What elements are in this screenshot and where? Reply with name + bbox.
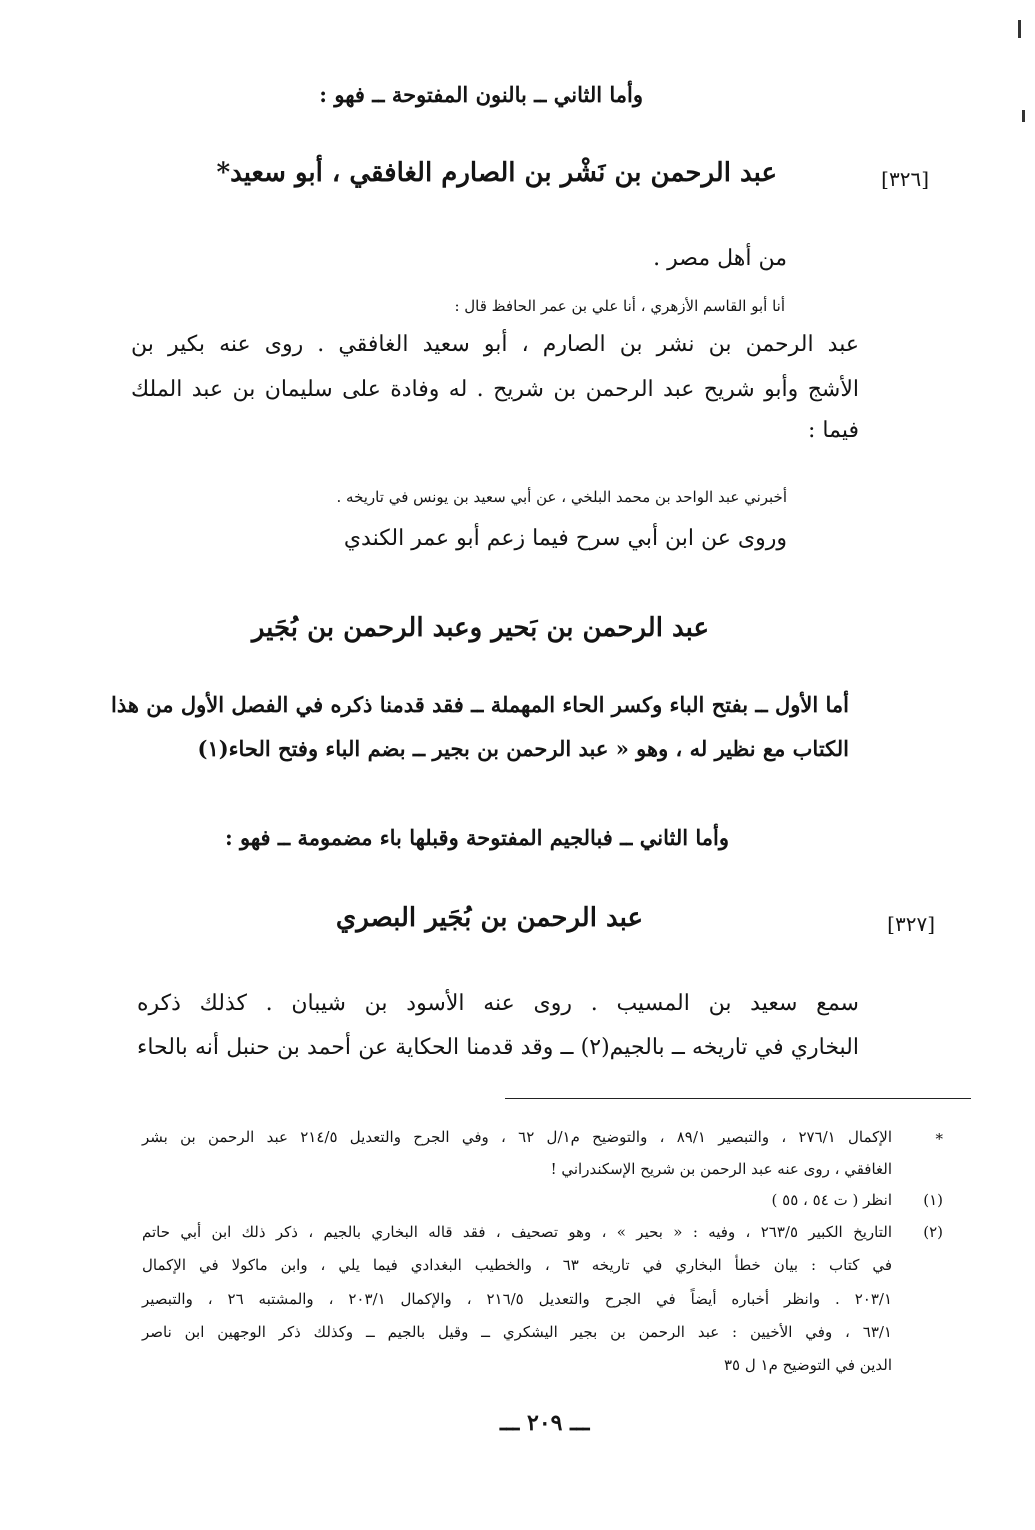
section-line-1: أما الأول ــ بفتح الباء وكسر الحاء المهملة ــ فقد قدمنا ذكره في الفصل الأول من هذا (111, 692, 849, 717)
entry-326-line-5: فيما : (808, 418, 859, 443)
footnote-marker-1: (١) (923, 1191, 943, 1209)
footnote-2-line-3: ٢٠٣/١ . وانظر أخباره أيضاً في الجرح والتعديل ٢١٦/٥ ، والإكمال ٢٠٣/١ ، والمشتبه ٢٦ ، والتبصير (142, 1290, 892, 1308)
section-title: عبد الرحمن بن بَحير وعبد الرحمن بن بُجَير (251, 613, 709, 643)
entry-number-327: [٣٢٧] (887, 912, 935, 936)
entry-326-line-2: أنا أبو القاسم الأزهري ، أنا علي بن عمر الحافظ قال : (454, 297, 785, 315)
footnote-star-line-1: الإكمال ٢٧٦/١ ، والتبصير ٨٩/١ ، والتوضيح م١/ل ٦٢ ، وفي الجرح والتعديل ٢١٤/٥ عبد الرحمن بن بشر (142, 1128, 893, 1146)
section-intro-second: وأما الثاني ــ فبالجيم المفتوحة وقبلها باء مضمومة ــ فهو : (224, 825, 729, 850)
intro-line: وأما الثاني ــ بالنون المفتوحة ــ فهو : (319, 82, 643, 107)
footnote-2-line-1: التاريخ الكبير ٢٦٣/٥ ، وفيه : « بحير » ، وهو تصحيف ، فقد قاله البخاري بالجيم ، ذكر ذلك ابن أبي حاتم (142, 1223, 893, 1241)
entry-326-line-3: عبد الرحمن بن نشر بن الصارم ، أبو سعيد الغافقي . روى عنه بكير بن (131, 332, 859, 357)
scan-mark-top (1018, 20, 1021, 38)
section-line-2: الكتاب مع نظير له ، وهو « عبد الرحمن بن بجير ــ بضم الباء وفتح الحاء(١) (197, 736, 849, 761)
footnote-star-line-2: الغافقي ، روى عنه عبد الرحمن بن شريح الإسكندراني ! (550, 1160, 892, 1178)
entry-326-line-1: من أهل مصر . (653, 246, 787, 271)
scan-mark-mid (1022, 110, 1025, 122)
footnote-marker-2: (٢) (923, 1223, 943, 1241)
entry-number-326: [٣٢٦] (881, 167, 929, 191)
entry-326-line-7: وروى عن ابن أبي سرح فيما زعم أبو عمر الكندي (343, 526, 787, 551)
entry-title-327: عبد الرحمن بن بُجَير البصري (335, 903, 643, 933)
footnote-marker-star: * (935, 1130, 943, 1148)
page-number: ـــ ٢٠٩ ـــ (500, 1410, 590, 1436)
entry-title-326: عبد الرحمن بن نَشْر بن الصارم الغافقي ، أبو سعيد* (216, 158, 777, 188)
entry-326-line-6: أخبرني عبد الواحد بن محمد البلخي ، عن أبي سعيد بن يونس في تاريخه . (336, 488, 787, 506)
footnote-2-line-4: ٦٣/١ ، وفي الأخيين : عبد الرحمن بن بجير اليشكري ــ وقيل بالجيم ــ وكذلك ذكر الوجهين ابن ناصر (142, 1323, 892, 1341)
entry-326-line-4: الأشج وأبو شريح عبد الرحمن بن شريح . له وفادة على سليمان بن عبد الملك (131, 377, 859, 402)
entry-327-line-1: سمع سعيد بن المسيب . روى عنه الأسود بن شيبان . كذلك ذكره (137, 991, 859, 1016)
footnote-2-line-2: في كتاب : بيان خطأ البخاري في تاريخه ٦٣ ، والخطيب البغدادي فيما يلي ، وابن ماكولا في الإكمال (142, 1256, 892, 1274)
footnote-2-line-5: الدين في التوضيح م١ ل ٣٥ (723, 1356, 892, 1374)
entry-327-line-2: البخاري في تاريخه ــ بالجيم(٢) ــ وقد قدمنا الحكاية عن أحمد بن حنبل أنه بالحاء (137, 1035, 859, 1060)
footnote-separator (505, 1098, 971, 1099)
footnote-1-line-1: انظر ( ت ٥٤ ، ٥٥ ) (771, 1191, 892, 1209)
